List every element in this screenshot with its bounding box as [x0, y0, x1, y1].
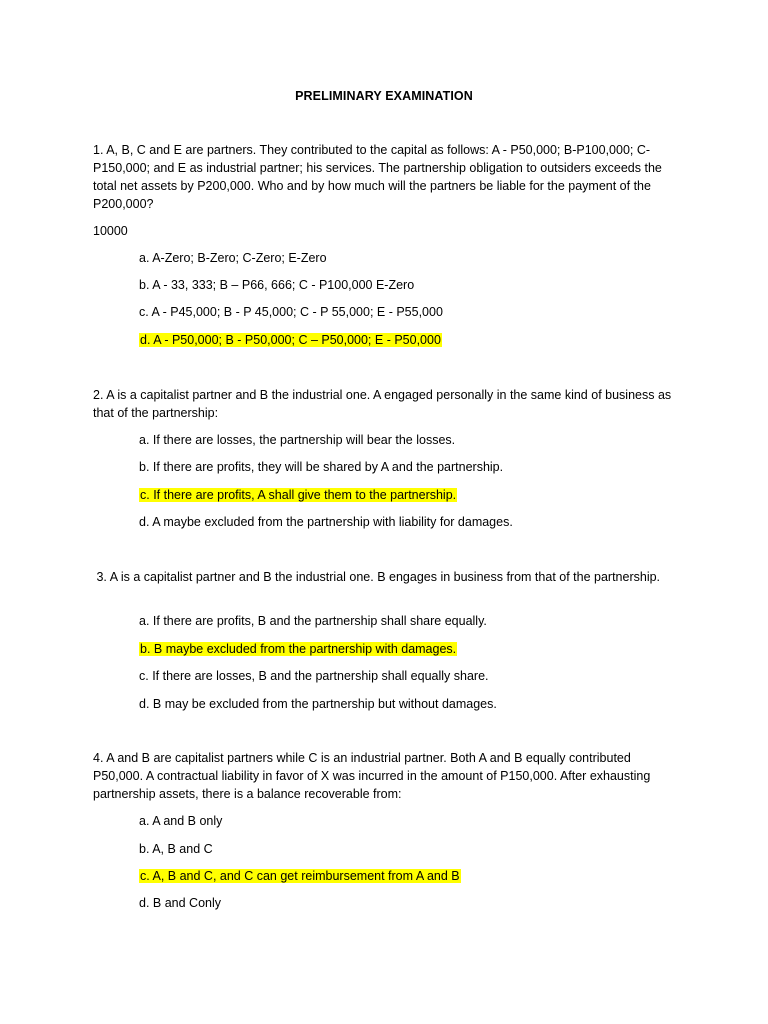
question-1-option-b: b. A - 33, 333; B – P66, 666; C - P100,000 E-Zero: [139, 278, 415, 292]
question-1-option-c: c. A - P45,000; B - P 45,000; C - P 55,000; E - P55,000: [139, 305, 443, 319]
question-4-option-a: a. A and B only: [139, 814, 223, 828]
question-1-option-a: a. A-Zero; B-Zero; C-Zero; E-Zero: [139, 251, 327, 265]
answer-highlight: c. If there are profits, A shall give them to the partnership.: [140, 488, 457, 502]
question-4-option-d: d. B and Conly: [139, 896, 221, 910]
answer-highlight: d. A - P50,000; B - P50,000; C – P50,000; E - P50,000: [140, 333, 441, 347]
question-1-text: 1. A, B, C and E are partners. They contributed to the capital as follows: A - P50,000; B-P100,000; C-P150,000; and E as industrial partner; his services. The partnership obligation to outsiders exceeds the total net assets by P200,000. Who and by how much will the partners be liable for the payment of the P200,000?: [93, 143, 662, 211]
answer-highlight: c. A, B and C, and C can get reimbursement from A and B: [140, 869, 460, 883]
question-3-text: 3. A is a capitalist partner and B the industrial one. B engages in business from that of the partnership.: [93, 570, 661, 584]
question-3-option-d: d. B may be excluded from the partnership but without damages.: [139, 697, 497, 711]
question-2-text: 2. A is a capitalist partner and B the industrial one. A engaged personally in the same kind of business as that of the partnership:: [93, 388, 672, 420]
question-4-option-c: [139, 867, 461, 885]
question-4-option-b: b. A, B and C: [139, 842, 213, 856]
question-2-option-c: [139, 486, 457, 504]
question-2-option-b: b. If there are profits, they will be shared by A and the partnership.: [139, 460, 504, 474]
question-2-option-a: a. If there are losses, the partnership will bear the losses.: [139, 433, 456, 447]
question-3-option-b: [139, 640, 457, 658]
page-title: PRELIMINARY EXAMINATION: [295, 89, 473, 103]
question-3-option-c: c. If there are losses, B and the partnership shall equally share.: [139, 669, 489, 683]
question-3-option-a: a. If there are profits, B and the partnership shall share equally.: [139, 614, 487, 628]
question-1-option-d: [139, 331, 442, 349]
question-2-option-d: d. A maybe excluded from the partnership with liability for damages.: [139, 515, 513, 529]
question-1-note: 10000: [93, 224, 128, 238]
answer-highlight: b. B maybe excluded from the partnership with damages.: [140, 642, 457, 656]
question-4-text: 4. A and B are capitalist partners while C is an industrial partner. Both A and B equally contributed P50,000. A contractual liability in favor of X was incurred in the amount of P150,000. After exhausting partnership assets, there is a balance recoverable from:: [93, 751, 651, 801]
